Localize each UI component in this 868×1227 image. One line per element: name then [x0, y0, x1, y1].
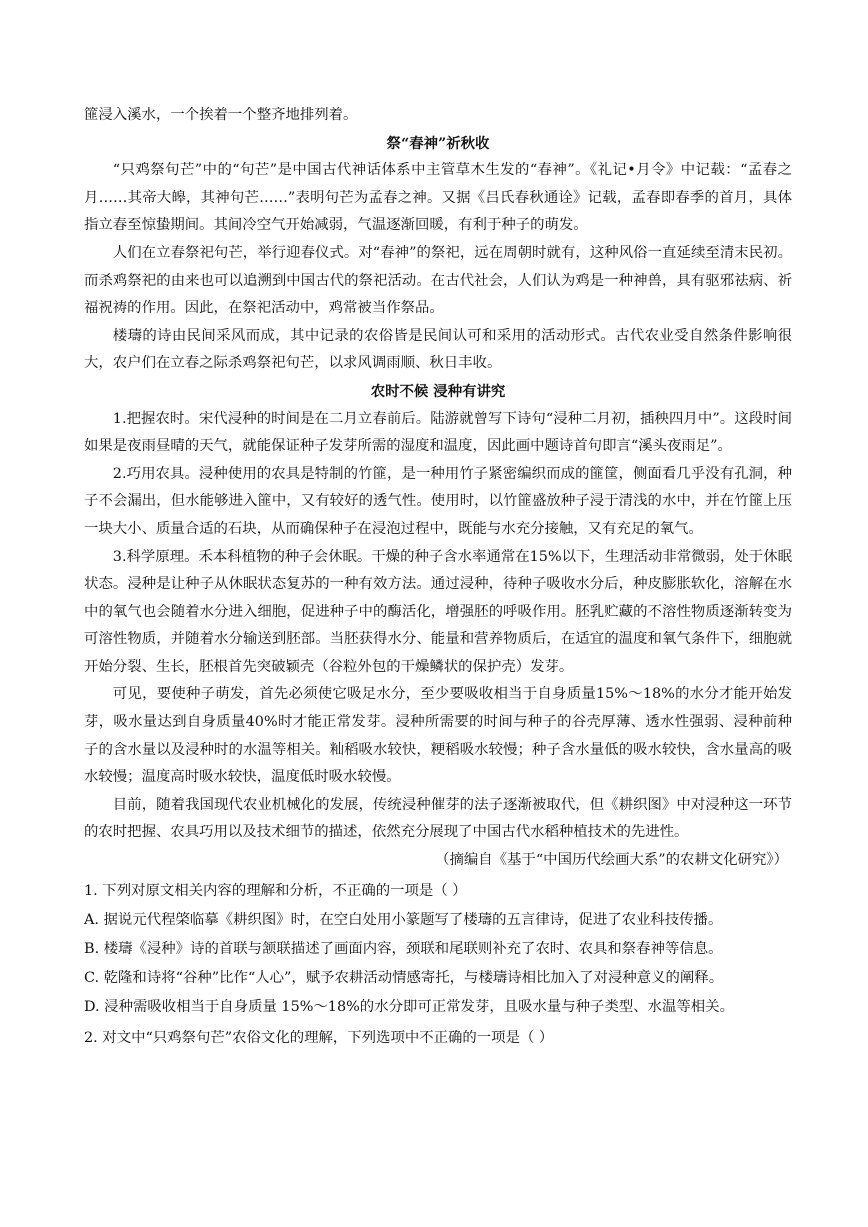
question-1-option-d: D. 浸种需吸收相当于自身质量 15%～18%的水分即可正常发芽，且吸水量与种子类型、水温等相关。 [84, 998, 734, 1015]
continuation-paragraph: 篚浸入溪水，一个挨着一个整齐地排列着。 [84, 107, 358, 123]
paragraph: 可见，要使种子萌发，首先必须使它吸足水分，至少要吸收相当于自身质量15%～18%的水分才能开始发芽，吸水量达到自身质量40%时才能正常发芽。浸种所需要的时间与种子的谷壳厚薄、透水性强弱、浸种前种子的含水量以及浸种时的水温等相关。籼稻吸水较快，粳稻吸水较慢；种子含水量低的吸水较快，含水量高的吸水较慢；温度高时吸水较快，温度低时吸水较慢。 [84, 686, 792, 786]
paragraph: 2.巧用农具。浸种使用的农具是特制的竹篚，是一种用竹子紧密编织而成的篚筐，侧面看几乎没有孔洞，种子不会漏出，但水能够进入篚中，又有较好的透气性。使用时，以竹篚盛放种子浸于清浅的水中，并在竹篚上压一块大小、质量合适的石块，从而确保种子在浸泡过程中，既能与水充分接触，又有充足的氧气。 [84, 465, 792, 537]
paragraph: 人们在立春祭祀句芒，举行迎春仪式。对“春神”的祭祀，远在周朝时就有，这种风俗一直延续至清末民初。而杀鸡祭祀的由来也可以追溯到中国古代的祭祀活动。在古代社会，人们认为鸡是一种神兽，具有驱邪祛病、祈福祝祷的作用。因此，在祭祀活动中，鸡常被当作祭品。 [84, 244, 792, 317]
paragraph: 目前，随着我国现代农业机械化的发展，传统浸种催芽的法子逐渐被取代，但《耕织图》中对浸种这一环节的农时把握、农具巧用以及技术细节的描述，依然充分展现了中国古代水稻种植技术的先进性。 [84, 796, 792, 841]
paragraph: 3.科学原理。禾本科植物的种子会休眠。干燥的种子含水率通常在15%以下，生理活动非常微弱，处于休眠状态。浸种是让种子从休眠状态复苏的一种有效方法。通过浸种，待种子吸收水分后，种皮膨胀软化，溶解在水中的氧气也会随着水分进入细胞，促进种子中的酶活化，增强胚的呼吸作用。胚乳贮藏的不溶性物质逐渐转变为可溶性物质，并随着水分输送到胚部。当胚获得水分、能量和营养物质后，在适宜的温度和氧气条件下，细胞就开始分裂、生长，胚根首先突破颖壳（谷粒外包的干燥鳞状的保护壳）发芽。 [84, 548, 792, 675]
section-heading-spring-god: 祭“春神”祈秋收 [386, 134, 490, 152]
question-1-option-c: C. 乾隆和诗将“谷种”比作“人心”，赋予农耕活动情感寄托，与楼璹诗相比加入了对浸种意义的阐释。 [84, 969, 724, 986]
paragraph: 楼璹的诗由民间采风而成，其中记录的农俗皆是民间认可和采用的活动形式。古代农业受自然条件影响很大，农户们在立春之际杀鸡祭祀句芒，以求风调雨顺、秋日丰收。 [84, 327, 792, 372]
question-1-option-b: B. 楼璹《浸种》诗的首联与颔联描述了画面内容，颈联和尾联则补充了农时、农具和祭春神等信息。 [84, 940, 723, 957]
source-citation: （摘编自《基于“中国历代绘画大系”的农耕文化研究》） [435, 852, 788, 869]
question-1-option-a: A. 据说元代程棨临摹《耕织图》时，在空白处用小篆题写了楼璹的五言律诗，促进了农业科技传播。 [84, 911, 723, 928]
question-2-stem: 2. 对文中“只鸡祭句芒”农俗文化的理解，下列选项中不正确的一项是（ ） [84, 1029, 554, 1046]
question-1-stem: 1. 下列对原文相关内容的理解和分析，不正确的一项是（ ） [84, 882, 467, 899]
paragraph: “只鸡祭句芒”中的“句芒”是中国古代神话体系中主管草木生发的“春神”。《礼记•月令》中记载：“孟春之月……其帝大皞，其神句芒……”表明句芒为孟春之神。又据《吕氏春秋通诠》记载，孟春即春季的首月，具体指立春至惊蛰期间。其间冷空气开始减弱，气温逐渐回暖，有利于种子的萌发。 [84, 162, 792, 234]
paragraph: 1.把握农时。宋代浸种的时间是在二月立春前后。陆游就曾写下诗句“浸种二月初，插秧四月中”。这段时间如果是夜雨昼晴的天气，就能保证种子发芽所需的湿度和温度，因此画中题诗首句即言“溪头夜雨足”。 [84, 410, 792, 455]
section-heading-seed-soaking: 农时不候 浸种有讲究 [370, 382, 506, 400]
article-body [84, 102, 792, 1053]
